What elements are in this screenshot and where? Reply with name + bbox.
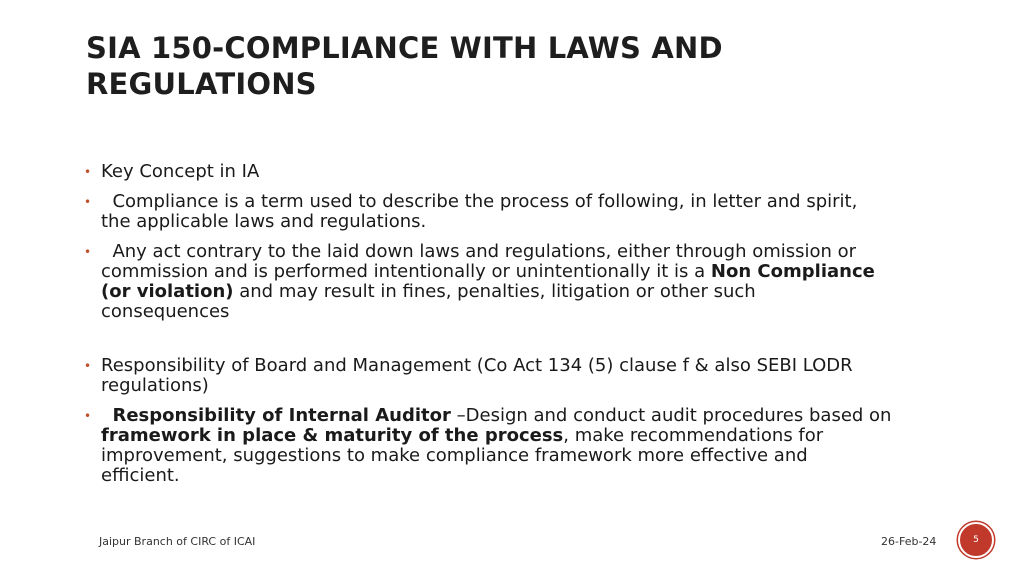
bullet-icon: •	[84, 409, 92, 423]
bullet-text-segment	[101, 405, 112, 426]
bullet-non-compliance	[84, 242, 924, 322]
footer-organization: Jaipur Branch of CIRC of ICAI	[99, 535, 256, 548]
bullet-text-line	[101, 426, 924, 446]
bullet-icon: •	[84, 359, 92, 373]
bullet-key-concept	[84, 162, 924, 182]
bullet-text: Key Concept in IA	[101, 161, 260, 182]
bullet-text-line	[101, 406, 924, 426]
bullet-text-line: regulations)	[101, 375, 209, 396]
bullet-text-line	[101, 282, 924, 302]
bullet-text-line: the applicable laws and regulations.	[101, 211, 427, 232]
page-number: 5	[973, 535, 979, 545]
bullet-text-segment: , make recommendations for	[563, 425, 824, 446]
slide-title-line-2: REGULATIONS	[86, 67, 317, 101]
slide-title-line-1: SIA 150-COMPLIANCE WITH LAWS AND	[86, 31, 723, 65]
page-number-badge	[958, 522, 994, 558]
bullet-icon: •	[84, 195, 92, 209]
bullet-text-line: consequences	[101, 301, 230, 322]
bullet-text-line: efficient.	[101, 465, 180, 486]
bullet-text-line: Any act contrary to the laid down laws and regulations, either through omission or	[101, 241, 857, 262]
bullet-board-responsibility	[84, 356, 924, 396]
bullet-bold-term: (or violation)	[101, 281, 234, 302]
bullet-text-segment: and may result in fines, penalties, litigation or other such	[233, 281, 756, 302]
bullet-icon: •	[84, 245, 92, 259]
bullet-text-line: improvement, suggestions to make compliance framework more effective and	[101, 445, 808, 466]
bullet-text-segment: –Design and conduct audit procedures based on	[450, 405, 892, 426]
slide-body	[84, 162, 924, 486]
bullet-bold-term: framework in place & maturity of the process	[101, 425, 564, 446]
bullet-icon: •	[84, 165, 92, 179]
bullet-text-segment: commission and is performed intentionally or unintentionally it is a	[101, 261, 711, 282]
bullet-text-line: Compliance is a term used to describe the process of following, in letter and spirit,	[101, 191, 858, 212]
bullet-bold-term: Non Compliance	[710, 261, 875, 282]
bullet-bold-term: Responsibility of Internal Auditor	[112, 405, 451, 426]
bullet-compliance-definition	[84, 192, 924, 232]
footer-date: 26-Feb-24	[881, 535, 937, 548]
bullet-text-line: Responsibility of Board and Management (Co Act 134 (5) clause f & also SEBI LODR	[101, 355, 853, 376]
bullet-text-line	[101, 262, 924, 282]
slide-title	[86, 30, 906, 102]
bullet-auditor-responsibility	[84, 406, 924, 486]
